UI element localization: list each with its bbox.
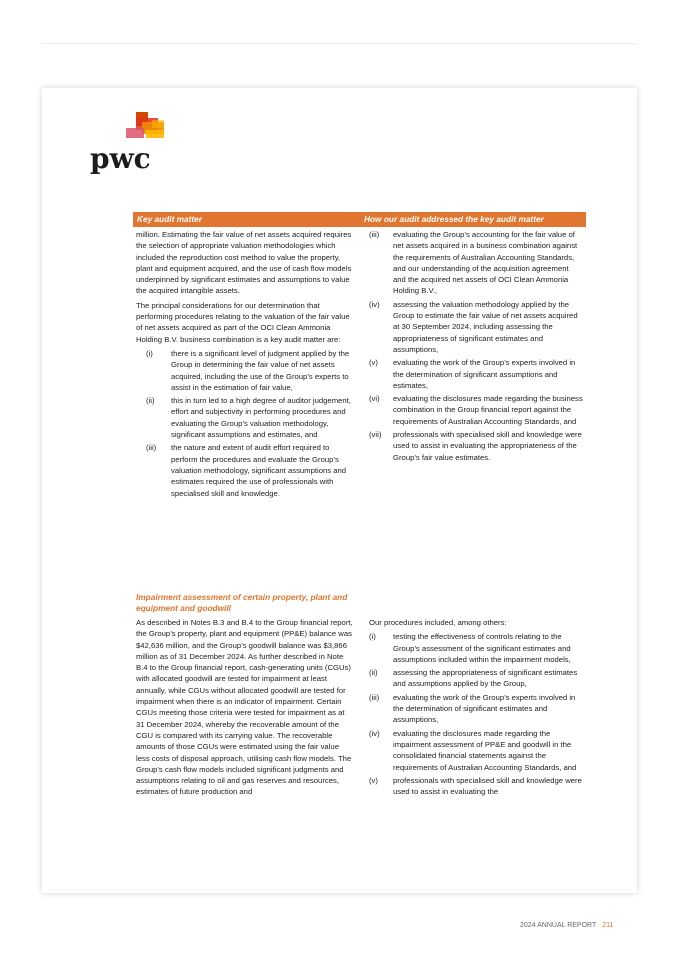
- paragraph: The principal considerations for our determination that performing procedures relating to the valuation of the fair value of net assets acquired as part of the OCI Clean Ammonia Holding B.V. business combination is a key audit matter are:: [136, 300, 350, 344]
- list-item: (iii) the nature and extent of audit effort required to perform the procedures and evaluate the Group’s valuation methodology, significant assumptions and estimates required the use of professionals with specialised skill and knowledge.: [146, 443, 347, 498]
- list-item: (iii) evaluating the work of the Group’s experts involved in the determination of significant estimates and assumptions,: [369, 692, 576, 725]
- section2-left-column: [136, 617, 354, 801]
- top-divider: [42, 43, 637, 44]
- paragraph: million. Estimating the fair value of net assets acquired requires the selection of appropriate valuation methodologies which included the reproduction cost method to value the property, plant and equipment acquired, and the use of cash flow models underpinned by significant estimates and assumptions to value the acquired intangible assets.: [136, 230, 352, 296]
- paragraph: As described in Notes B.3 and B.4 to the Group financial report, the Group’s property, plant and equipment (PP&E) balance was $42,636 million, and the Group’s goodwill balance was $3,866 million as of 31 December 2024. As further described in Note B.4 to the Group financial report, cash-generating units (CGUs) with allocated goodwill are tested for impairment at least annually, while CGUs without allocated goodwill are tested for impairment when there is an indicator of impairment. Certain CGUs meeting those criteria were tested for impairment as at 31 December 2024, whereby the recoverable amount of the CGU is compared with its carrying value. The recoverable amounts of those CGUs were estimated using the fair value less costs of disposal approach, utilising cash flow models. The Group’s cash flow models included significant judgments and assumptions relating to oil and gas reserves and resources, estimates of future production and: [136, 618, 353, 797]
- list-item: (vii) professionals with specialised skill and knowledge were used to assist in evaluating the appropriateness of the Group’s fair value estimates.: [369, 430, 582, 462]
- header-how-addressed: How our audit addressed the key audit matter: [364, 214, 544, 224]
- svg-text:pwc: pwc: [90, 142, 151, 174]
- section2-right-column: [369, 617, 583, 799]
- list-item: (v) professionals with specialised skill and knowledge were used to assist in evaluating the: [369, 775, 582, 797]
- list-item: (ii) assessing the appropriateness of significant estimates and assumptions applied by the Group,: [369, 668, 578, 689]
- pwc-logo: [90, 112, 170, 174]
- list-item: (i) there is a significant level of judgment applied by the Group in determining the fair value of net assets acquired, including the use of the Group’s experts to assist in the estimation of fair value,: [146, 348, 350, 392]
- section1-right-column: [369, 229, 583, 465]
- list-item: (ii) this in turn led to a high degree of auditor judgement, effort and subjectivity in performing procedures and evaluating the Group’s valuation methodology, significant assumptions and estimates, and: [146, 396, 351, 440]
- section1-left-column: [136, 229, 354, 501]
- list-item: (iv) assessing the valuation methodology applied by the Group to estimate the fair value of net assets acquired at 30 September 2024, including assessing the appropriateness of significant estimates and assumptions,: [369, 299, 578, 354]
- list-item: (vi) evaluating the disclosures made regarding the business combination in the Group financial report against the requirements of Australian Accounting Standards, and: [369, 394, 583, 426]
- table-header: [133, 212, 586, 227]
- section-title: Impairment assessment of certain property, plant and equipment and goodwill: [136, 592, 348, 613]
- list-item: (iv) evaluating the disclosures made regarding the impairment assessment of PP&E and goodwill in the consolidated financial statements against the requirements of Australian Accounting Standards, and: [369, 728, 577, 772]
- list-item: (iii) evaluating the Group’s accounting for the fair value of net assets acquired in a business combination against the requirements of Australian Accounting Standards, and our understanding of the acquisition agreement and the acquired net assets of OCI Clean Ammonia Holding B.V.,: [369, 230, 578, 296]
- list-item: (i) testing the effectiveness of controls relating to the Group’s assessment of the significant estimates and assumptions included within the impairment models,: [369, 632, 571, 664]
- list-item: (v) evaluating the work of the Group’s experts involved in the determination of significant assumptions and estimates,: [369, 358, 576, 390]
- paragraph: Our procedures included, among others:: [369, 618, 507, 627]
- report-label: 2024 ANNUAL REPORT: [520, 922, 597, 929]
- page-number: 211: [602, 922, 614, 929]
- header-key-audit-matter: Key audit matter: [137, 214, 203, 224]
- page-footer: [520, 922, 613, 929]
